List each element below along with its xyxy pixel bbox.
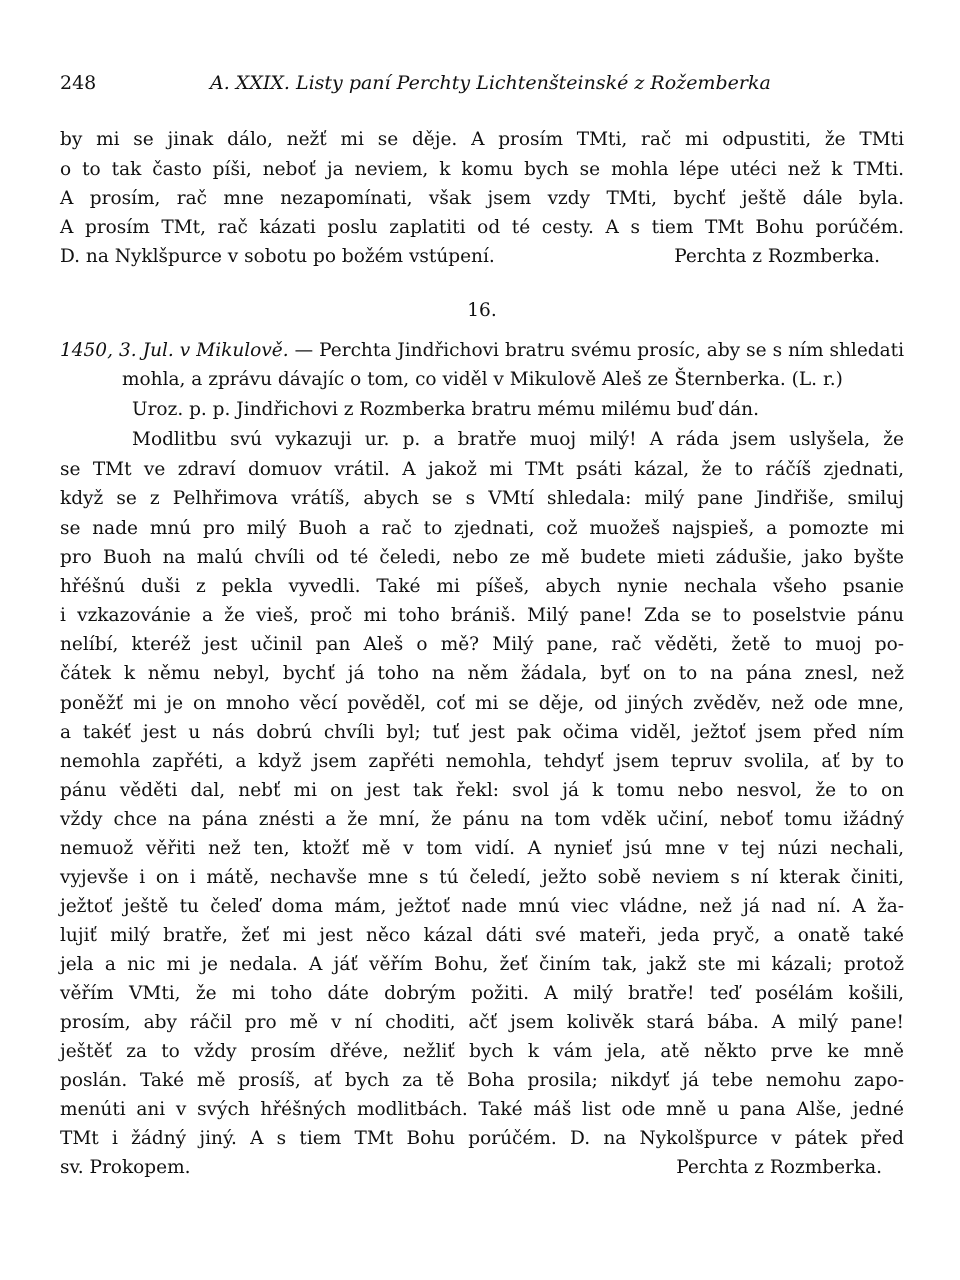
text-line: A prosím, rač mne nezapomínati, však jsem vzdy TMti, bychť ještě dále byla.	[60, 188, 904, 209]
text-line: ježtoť ještě tu čeleď doma mám, ježtoť nade mnú viec vládne, než já nad ní. A ža-	[60, 896, 904, 917]
text-line: by mi se jinak dálo, nežť mi se děje. A prosím TMti, rač mi odpustiti, že TMti	[60, 129, 904, 150]
text-line: čátek k němu nebyl, bychť já toho na něm žádala, byť on to na pána znesl, než	[60, 663, 904, 684]
text-line: jela a nic mi je nedala. A jáť věřím Bohu, žeť činím tak, jakž ste mi kázali; protož	[60, 954, 904, 975]
summary-date: 1450, 3. Jul. v Mikulově.	[60, 340, 289, 361]
summary-line	[60, 336, 904, 366]
text-line: nemohla zapřéti, a když jsem zapřéti nemohla, tehdyť jsem tepruv svolila, ať by to	[60, 751, 904, 772]
text-line: A prosím TMt, rač kázati poslu zaplatiti od té cesty. A s tiem TMt Bohu porúčém.	[60, 217, 904, 238]
signature: Perchta z Rozmberka.	[674, 246, 880, 267]
summary-line: mohla, a zprávu dávajíc o tom, co viděl v Mikulově Aleš ze Šternberka. (L. r.)	[122, 369, 843, 390]
text-line: o to tak často píši, neboť ja neviem, k komu bych se mohla lépe utéci než k TMti.	[60, 159, 904, 180]
letter-number: 16.	[467, 300, 497, 321]
address-line: Uroz. p. p. Jindřichovi z Rozmberka bratru mému milému buď dán.	[132, 399, 759, 420]
signature: Perchta z Rozmberka.	[676, 1157, 882, 1178]
text-line: ještěť za to vždy prosím dřéve, nežliť bych k vám jela, atě někto prve ke mně	[60, 1041, 904, 1062]
summary-text: — Perchta Jindřichovi bratru svému prosíc, aby se s ním shledati	[294, 340, 904, 361]
text-line: věřím VMti, že mi toho dáte dobrým požiti. A milý bratře! teď posélám košili,	[60, 983, 904, 1004]
text-line: poslán. Také mě prosíš, ať bych za tě Boha prosila; nikdyť já tebe nemohu zapo-	[60, 1070, 904, 1091]
text-line: hřéšnú duši z pekla vyvedli. Také mi píšeš, abych nynie nechala všeho psanie	[60, 576, 904, 597]
text-line: se nade mnú pro milý Buoh a rač to zjednati, což muožeš najspieš, a pomozte mi	[60, 518, 904, 539]
text-line: když se z Pelhřimova vrátíš, abych se s VMtí shledala: milý pane Jindřiše, smiluj	[60, 488, 904, 509]
text-line: se TMt ve zdraví domuov vrátil. A jakož mi TMt psáti kázal, že to ráčíš zjednati,	[60, 459, 904, 480]
text-line: pánu věděti dal, nebť mi on jest tak řekl: svol já k tomu nebo nesvol, že to on	[60, 780, 904, 801]
page-header	[60, 72, 910, 102]
text-line: i vzkazovánie a že vieš, proč mi toho brániš. Milý pane! Zda se to poselstvie pánu	[60, 605, 904, 626]
text-line: lujiť milý bratře, žeť mi jest něco kázal dáti své mateři, jeda pryč, a onatě také	[60, 925, 904, 946]
text-line: a takéť jest u nás dobrú chvíli byl; tuť jest pak očima viděl, ježtoť jsem před ním	[60, 722, 904, 743]
closing-date: sv. Prokopem.	[60, 1157, 191, 1178]
text-line: menúti ani v svých hřéšných modlitbách. Také máš list ode mně u pana Alše, jedné	[60, 1099, 904, 1120]
text-line: vždy chce na pána znésti a že mní, že pánu na tom vděk učiní, neboť tomu ižádný	[60, 809, 904, 830]
text-line: pro Buoh na malú chvíli od té čeledi, nebo ze mě budete mieti zádušie, jako byšte	[60, 547, 904, 568]
closing-line	[60, 242, 880, 272]
text-line: TMt i žádný jiný. A s tiem TMt Bohu porúčém. D. na Nykolšpurce v pátek před	[60, 1128, 904, 1149]
text-line: poněžť mi je on mnoho věcí pověděl, coť mi se děje, od jiných zvěděv, než ode mne,	[60, 693, 904, 714]
running-title: A. XXIX. Listy paní Perchty Lichtenšteinské z Rožemberka	[210, 72, 771, 94]
closing-line	[60, 1153, 882, 1183]
text-line: nemuož věřiti než ten, ktožť mě v tom vidí. A nynieť jsú mne v tej núzi nechali,	[60, 838, 904, 859]
text-line: nelíbí, kteréž jest učinil pan Aleš o mě? Milý pane, rač věděti, žetě to muoj po-	[60, 634, 904, 655]
page-number: 248	[60, 72, 97, 94]
closing-date-place: D. na Nyklšpurce v sobotu po božém vstúpení.	[60, 246, 495, 267]
text-line: Modlitbu svú vykazuji ur. p. a bratře muoj milý! A ráda jsem uslyšela, že	[132, 429, 904, 450]
text-line: vyjevše i on i mátě, nechavše mne s tú čeledí, ježto sobě neviem s ní kterak činiti,	[60, 867, 904, 888]
text-line: prosím, aby ráčil pro mě v ní choditi, ačť jsem kolivěk stará bába. A milý pane!	[60, 1012, 904, 1033]
